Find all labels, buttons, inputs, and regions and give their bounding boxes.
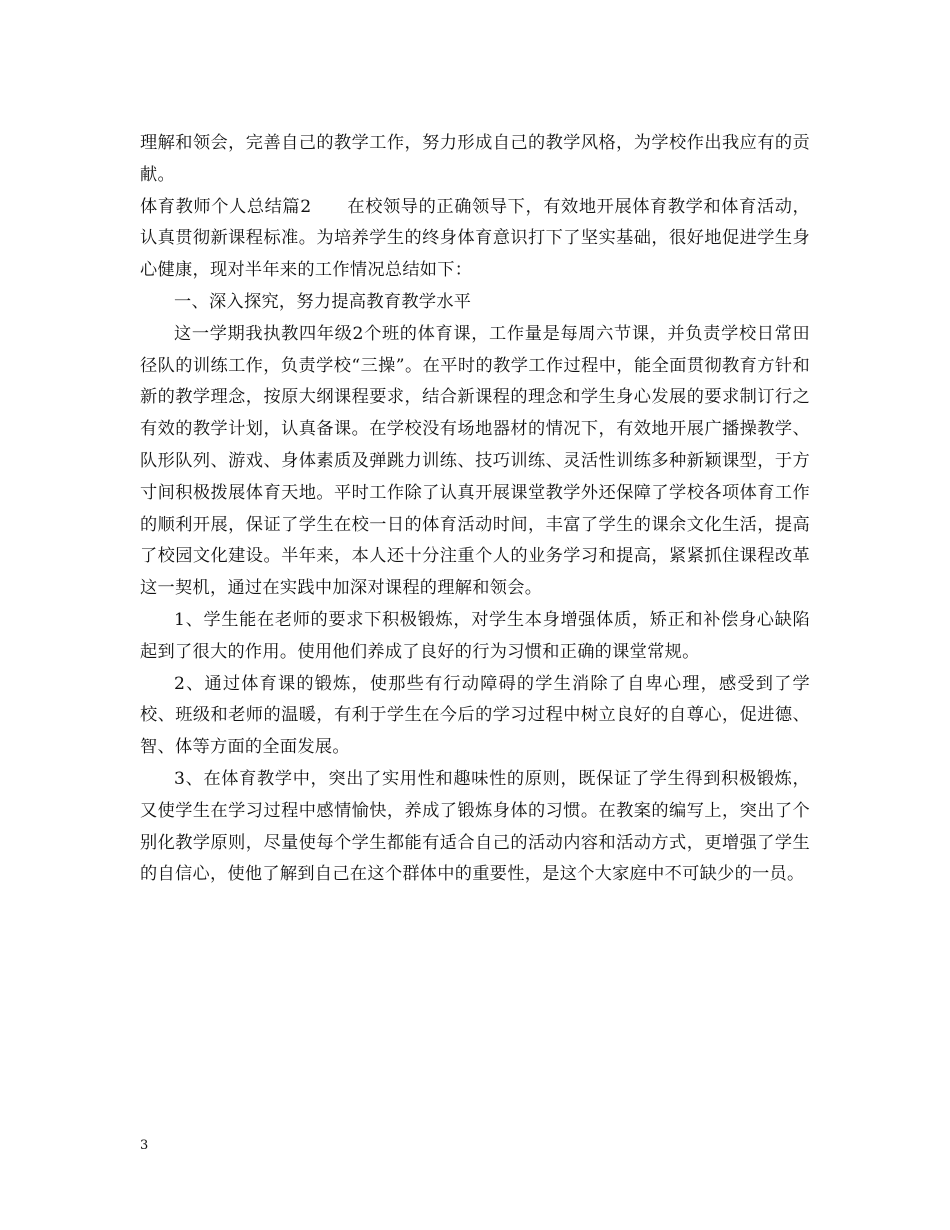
paragraph-1: 理解和领会，完善自己的教学工作，努力形成自己的教学风格，为学校作出我应有的贡献。 [140, 133, 810, 185]
paragraph-5-item-1: 1、学生能在老师的要求下积极锻炼，对学生本身增强体质，矫正和补偿身心缺陷起到了很大的作用。使用他们养成了良好的行为习惯和正确的课堂常规。 [140, 609, 810, 662]
paragraph-4: 这一学期我执教四年级2个班的体育课，工作量是每周六节课，并负责学校日常田径队的训练工作，负责学校“三操”。在平时的教学工作过程中，能全面贯彻教育方针和新的教学理念，按原大纲课程要求，结合新课程的理念和学生身心发展的要求制订行之有效的教学计划，认真备课。在学校没有场地器材的情况下，有效地开展广播操教学、队形队列、游戏、身体素质及弹跳力训练、技巧训练、灵活性训练多种新颖课型，于方寸间积极拨展体育天地。平时工作除了认真开展课堂教学外还保障了学校各项体育工作的顺利开展，保证了学生在校一日的体育活动时间，丰富了学生的课余文化生活，提高了校园文化建设。半年来，本人还十分注重个人的业务学习和提高，紧紧抓住课程改革这一契机，通过在实践中加深对课程的理解和领会。 [140, 323, 810, 599]
paragraph-7-item-3: 3、在体育教学中，突出了实用性和趣味性的原则，既保证了学生得到积极锻炼，又使学生在学习过程中感情愉快，养成了锻炼身体的习惯。在教案的编写上，突出了个别化教学原则，尽量使每个学生都能有适合自己的活动内容和活动方式，更增强了学生的自信心，使他了解到自己在这个群体中的重要性，是这个大家庭中不可缺少的一员。 [140, 768, 810, 885]
page-number: 3 [140, 1138, 149, 1153]
document-body [140, 128, 810, 891]
paragraph-3-subheading: 一、深入探究，努力提高教育教学水平 [174, 291, 472, 312]
paragraph-2-section-heading: 体育教师个人总结篇2 在校领导的正确领导下，有效地开展体育教学和体育活动，认真贯彻新课程标准。为培养学生的终身体育意识打下了坚实基础，很好地促进学生身心健康，现对半年来的工作情况总结如下： [140, 196, 810, 281]
paragraph-6-item-2: 2、通过体育课的锻炼，使那些有行动障碍的学生消除了自卑心理，感受到了学校、班级和老师的温暖，有利于学生在今后的学习过程中树立良好的自尊心，促进德、智、体等方面的全面发展。 [140, 673, 810, 758]
